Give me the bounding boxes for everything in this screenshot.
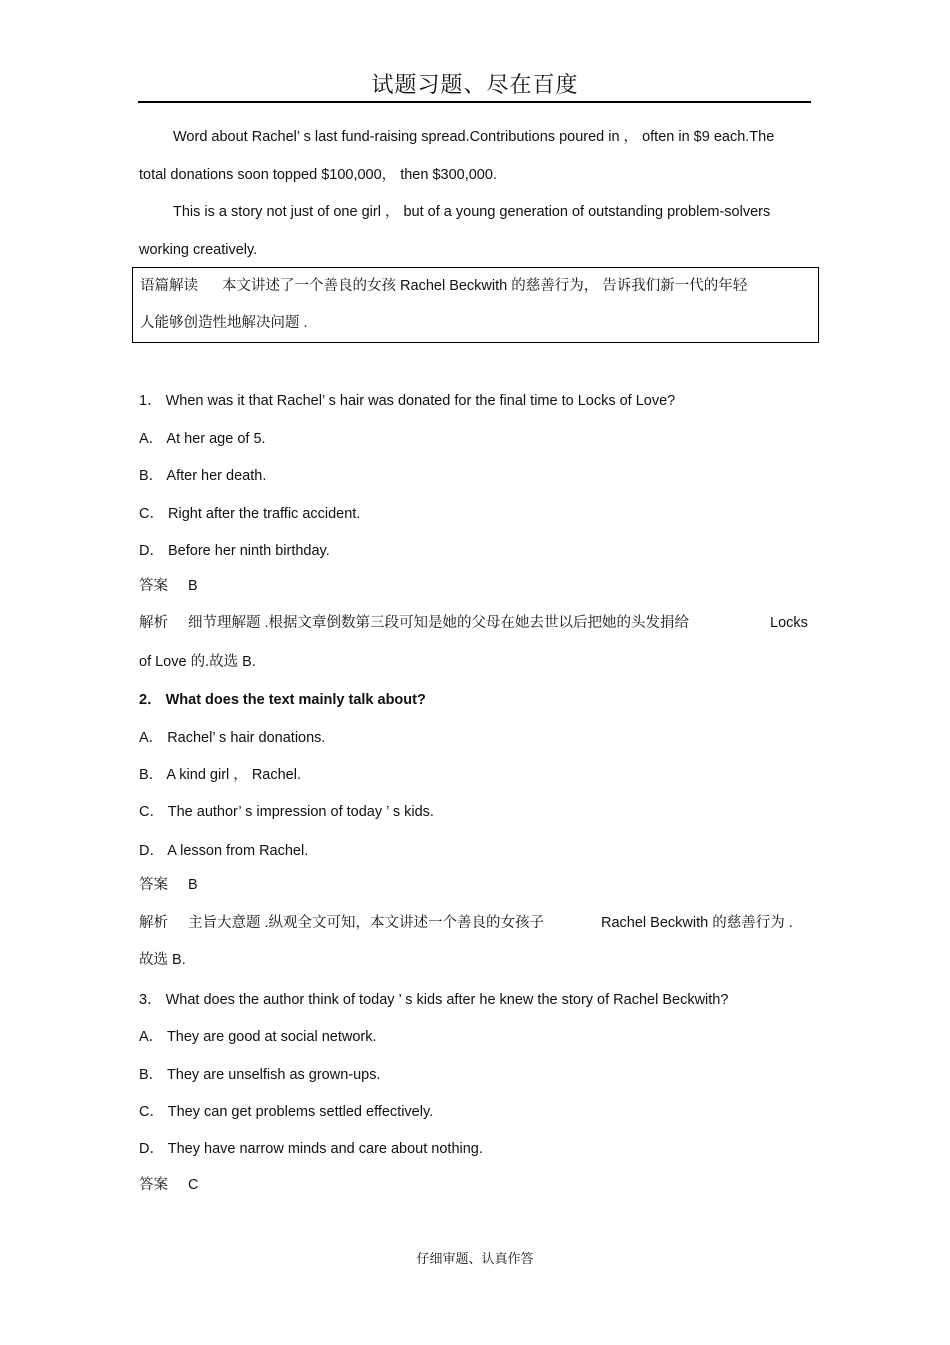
answer-label: 答案 [139, 877, 168, 893]
question-2-option-c: C． The author’ s impression of today ’ s kids. [139, 804, 434, 820]
passage-p1-line2: total donations soon topped $100,000， then $300,000. [139, 167, 497, 183]
question-1-answer [139, 576, 198, 596]
question-2-option-b: B． A kind girl ， Rachel. [139, 767, 301, 783]
question-2-analysis-line2: 故选 B. [139, 952, 186, 968]
question-2-stem: 2． What does the text mainly talk about? [139, 692, 426, 708]
answer-value: B [188, 578, 198, 594]
question-3-answer [139, 1175, 198, 1195]
answer-value: B [188, 877, 198, 893]
question-1-stem: 1． When was it that Rachel’ s hair was donated for the final time to Locks of Love? [139, 393, 676, 409]
summary-box [132, 267, 819, 343]
question-1-analysis-line2: of Love 的.故选 B. [139, 654, 256, 670]
answer-label: 答案 [139, 1177, 168, 1193]
analysis-text: 主旨大意题 .纵观全文可知，本文讲述一个善良的女孩子 [188, 915, 545, 931]
question-3-option-d: D． They have narrow minds and care about nothing. [139, 1141, 483, 1157]
question-3-option-a: A． They are good at social network. [139, 1029, 377, 1045]
page-header-title: 试题习题、尽在百度 [371, 73, 579, 98]
analysis-label: 解析 [139, 915, 168, 931]
summary-label: 语篇解读 [140, 278, 198, 294]
passage-p1-line1: Word about Rachel’ s last fund-raising spread.Contributions poured in ， often in $9 each.The [173, 129, 775, 145]
header-rule [138, 101, 811, 103]
summary-line1 [140, 276, 747, 296]
analysis-label: 解析 [139, 615, 168, 631]
question-1-option-c: C． Right after the traffic accident. [139, 506, 361, 522]
summary-text-line2: 人能够创造性地解决问题 . [140, 315, 308, 331]
question-2-analysis-line1-end: Rachel Beckwith 的慈善行为 . [601, 915, 793, 931]
question-2-option-d: D． A lesson from Rachel. [139, 843, 309, 859]
question-3-option-b: B． They are unselfish as grown-ups. [139, 1067, 381, 1083]
answer-label: 答案 [139, 578, 168, 594]
passage-p2-line2: working creatively. [139, 242, 258, 258]
question-1-analysis-line1-end: Locks [770, 615, 808, 631]
question-1-analysis-line1 [139, 613, 689, 633]
answer-value: C [188, 1177, 199, 1193]
question-3-option-c: C． They can get problems settled effectively. [139, 1104, 434, 1120]
question-2-analysis-line1 [139, 913, 544, 933]
question-2-option-a: A． Rachel’ s hair donations. [139, 730, 326, 746]
question-1-option-d: D． Before her ninth birthday. [139, 543, 330, 559]
question-1-option-b: B． After her death. [139, 468, 267, 484]
question-1-option-a: A． At her age of 5. [139, 431, 266, 447]
page-footer: 仔细审题、认真作答 [416, 1251, 534, 1266]
question-2-answer [139, 875, 198, 895]
analysis-text: 细节理解题 .根据文章倒数第三段可知是她的父母在她去世以后把她的头发捐给 [188, 615, 690, 631]
summary-text-line1: 本文讲述了一个善良的女孩 Rachel Beckwith 的慈善行为， 告诉我们新一代的年轻 [222, 278, 748, 294]
question-3-stem: 3． What does the author think of today ’ s kids after he knew the story of Rachel Beckwith? [139, 992, 729, 1008]
passage-p2-line1: This is a story not just of one girl ， but of a young generation of outstanding problem-solvers [173, 204, 771, 220]
